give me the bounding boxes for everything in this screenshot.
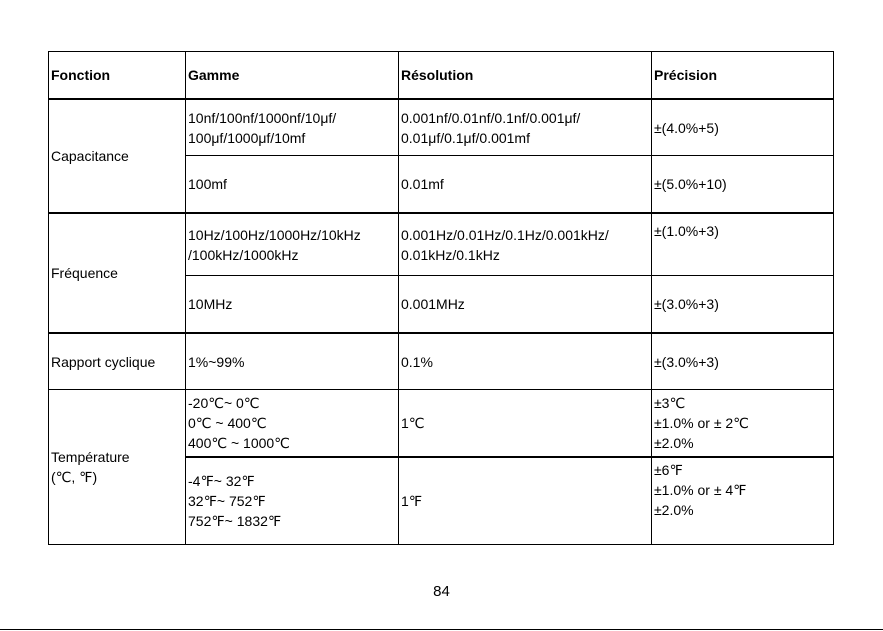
- bottom-divider: [0, 629, 883, 630]
- frequence-resolution-2: 0.001MHz: [399, 276, 652, 334]
- table-row: [49, 99, 834, 156]
- rapport-cyclique-range: 1%~99%: [186, 333, 399, 390]
- page-number: 84: [433, 583, 450, 600]
- temperature-fahrenheit-resolution: 1℉: [399, 457, 652, 545]
- frequence-precision-1: ±(1.0%+3): [652, 213, 834, 276]
- capacitance-resolution-1: 0.001nf/0.01nf/0.1nf/0.001μf/ 0.01μf/0.1μf/0.001mf: [399, 99, 652, 156]
- table-header-row: [49, 52, 834, 100]
- capacitance-precision-2: ±(5.0%+10): [652, 156, 834, 214]
- function-rapport-cyclique: Rapport cyclique: [49, 333, 186, 390]
- frequence-range-1: 10Hz/100Hz/1000Hz/10kHz /100kHz/1000kHz: [186, 213, 399, 276]
- table-row: [49, 333, 834, 390]
- rapport-cyclique-precision: ±(3.0%+3): [652, 333, 834, 390]
- temperature-celsius-precision: ±3℃ ±1.0% or ± 2℃ ±2.0%: [652, 390, 834, 458]
- temperature-fahrenheit-precision: ±6℉ ±1.0% or ± 4℉ ±2.0%: [652, 457, 834, 545]
- spec-table: [48, 51, 834, 545]
- header-resolution: Résolution: [399, 52, 652, 100]
- header-gamme: Gamme: [186, 52, 399, 100]
- frequence-resolution-1: 0.001Hz/0.01Hz/0.1Hz/0.001kHz/ 0.01kHz/0.1kHz: [399, 213, 652, 276]
- table-row: [49, 213, 834, 276]
- temperature-celsius-range: -20℃~ 0℃ 0℃ ~ 400℃ 400℃ ~ 1000℃: [186, 390, 399, 458]
- function-frequence: Fréquence: [49, 213, 186, 333]
- capacitance-precision-1: ±(4.0%+5): [652, 99, 834, 156]
- header-precision: Précision: [652, 52, 834, 100]
- function-capacitance: Capacitance: [49, 99, 186, 213]
- header-fonction: Fonction: [49, 52, 186, 100]
- temperature-fahrenheit-range: -4℉~ 32℉ 32℉~ 752℉ 752℉~ 1832℉: [186, 457, 399, 545]
- capacitance-range-1: 10nf/100nf/1000nf/10μf/ 100μf/1000μf/10mf: [186, 99, 399, 156]
- capacitance-resolution-2: 0.01mf: [399, 156, 652, 214]
- function-temperature: Température (℃, ℉): [49, 390, 186, 545]
- table-row: [49, 390, 834, 458]
- capacitance-range-2: 100mf: [186, 156, 399, 214]
- rapport-cyclique-resolution: 0.1%: [399, 333, 652, 390]
- frequence-range-2: 10MHz: [186, 276, 399, 334]
- temperature-celsius-resolution: 1℃: [399, 390, 652, 458]
- frequence-precision-2: ±(3.0%+3): [652, 276, 834, 334]
